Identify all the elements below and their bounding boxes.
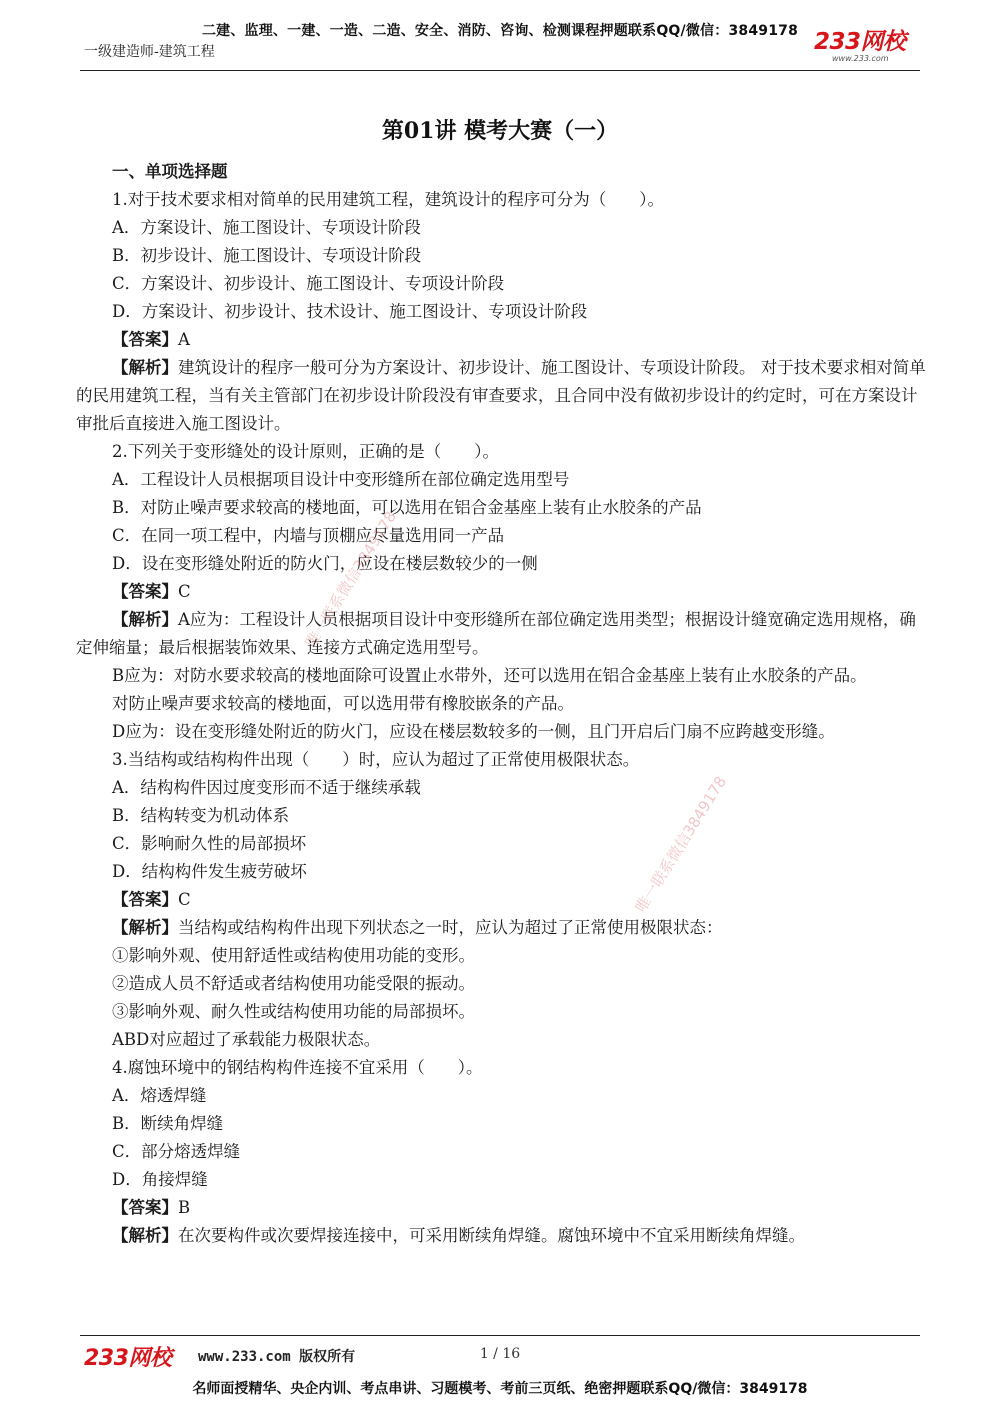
question-stem: 2.下列关于变形缝处的设计原则，正确的是（ ）。 xyxy=(112,442,499,461)
explanation xyxy=(76,354,928,438)
explanation-tag: 【解析】 xyxy=(112,610,178,629)
answer-option: A．工程设计人员根据项目设计中变形缝所在部位确定选用型号 xyxy=(112,470,570,489)
answer-option: D．结构构件发生疲劳破坏 xyxy=(112,862,307,881)
explanation xyxy=(76,1222,928,1250)
page-number: 1 / 16 xyxy=(479,1346,521,1362)
watermark: 唯一联系微信3849178 xyxy=(301,508,401,651)
explanation-text: 当结构或结构构件出现下列状态之一时，应认为超过了正常使用极限状态： xyxy=(178,918,723,937)
answer-option: D．角接焊缝 xyxy=(112,1170,208,1189)
brand-logo xyxy=(814,30,924,66)
header-ad: 二建、监理、一建、一造、二造、安全、消防、咨询、检测课程押题联系QQ/微信：3849178 xyxy=(201,23,799,39)
answer-value: C xyxy=(178,582,191,601)
answer-option: D．方案设计、初步设计、技术设计、施工图设计、专项设计阶段 xyxy=(112,302,588,321)
explanation-paragraph: 对防止噪声要求较高的楼地面，可以选用带有橡胶嵌条的产品。 xyxy=(112,694,574,713)
logo-brand-text: 233网校 xyxy=(814,29,906,55)
document-body xyxy=(76,158,928,1250)
answer-option: B．对防止噪声要求较高的楼地面，可以选用在铝合金基座上装有止水胶条的产品 xyxy=(112,498,702,517)
question-list xyxy=(76,186,928,1250)
answer-option: C．影响耐久性的局部损坏 xyxy=(112,834,307,853)
answer-tag: 【答案】 xyxy=(112,582,178,601)
question-stem: 4.腐蚀环境中的钢结构构件连接不宜采用（ ）。 xyxy=(112,1058,483,1077)
explanation xyxy=(76,914,928,942)
explanation-text: A应为：工程设计人员根据项目设计中变形缝所在部位确定选用类型；根据设计缝宽确定选用规格，确定伸缩量；最后根据装饰效果、连接方式确定选用型号。 xyxy=(76,610,916,657)
explanation-paragraph: ABD对应超过了承载能力极限状态。 xyxy=(112,1030,381,1049)
explanation xyxy=(76,606,928,662)
answer-value: B xyxy=(178,1198,191,1217)
page-title: 第01讲 模考大赛（一） xyxy=(381,118,619,144)
answer-tag: 【答案】 xyxy=(112,330,178,349)
answer-value: C xyxy=(178,890,191,909)
answer-line xyxy=(76,326,928,354)
question-block xyxy=(76,438,928,746)
answer-option: C．在同一项工程中，内墙与顶棚应尽量选用同一产品 xyxy=(112,526,505,545)
explanation-tag: 【解析】 xyxy=(112,358,178,377)
answer-option: C．部分熔透焊缝 xyxy=(112,1142,241,1161)
question-stem: 3.当结构或结构构件出现（ ）时，应认为超过了正常使用极限状态。 xyxy=(112,750,640,769)
footer-ad: 名师面授精华、央企内训、考点串讲、习题模考、考前三页纸、绝密押题联系QQ/微信：3849178 xyxy=(192,1381,808,1397)
explanation-paragraph: D应为：设在变形缝处附近的防火门，应设在楼层数较多的一侧，且门开启后门扇不应跨越变形缝。 xyxy=(112,722,835,741)
answer-option: A．方案设计、施工图设计、专项设计阶段 xyxy=(112,218,421,237)
answer-tag: 【答案】 xyxy=(112,1198,178,1217)
question-block xyxy=(76,1054,928,1250)
answer-option: D．设在变形缝处附近的防火门，应设在楼层数较少的一侧 xyxy=(112,554,538,573)
explanation-paragraph: ③影响外观、耐久性或结构使用功能的局部损坏。 xyxy=(112,1002,475,1021)
answer-value: A xyxy=(178,330,190,349)
answer-option: A．熔透焊缝 xyxy=(112,1086,207,1105)
question-stem: 1.对于技术要求相对简单的民用建筑工程，建筑设计的程序可分为（ ）。 xyxy=(112,190,664,209)
logo-site-text: www.233.com xyxy=(832,54,889,63)
answer-option: A．结构构件因过度变形而不适于继续承载 xyxy=(112,778,421,797)
explanation-text: 在次要构件或次要焊接连接中，可采用断续角焊缝。腐蚀环境中不宜采用断续角焊缝。 xyxy=(178,1226,805,1245)
explanation-paragraph: ②造成人员不舒适或者结构使用功能受限的振动。 xyxy=(112,974,475,993)
answer-line xyxy=(76,578,928,606)
footer-copyright: www.233.com 版权所有 xyxy=(198,1349,356,1365)
explanation-paragraph: ①影响外观、使用舒适性或结构使用功能的变形。 xyxy=(112,946,475,965)
explanation-paragraph: B应为：对防水要求较高的楼地面除可设置止水带外，还可以选用在铝合金基座上装有止水胶条的产品。 xyxy=(112,666,867,685)
question-block xyxy=(76,746,928,1054)
watermark: 唯一联系微信3849178 xyxy=(631,773,731,916)
explanation-tag: 【解析】 xyxy=(112,918,178,937)
footer-divider xyxy=(80,1335,920,1336)
footer-logo: 233网校 xyxy=(84,1346,172,1371)
header-subtitle: 一级建造师-建筑工程 xyxy=(84,44,215,60)
explanation-tag: 【解析】 xyxy=(112,1226,178,1245)
answer-option: B．初步设计、施工图设计、专项设计阶段 xyxy=(112,246,422,265)
header-divider xyxy=(80,70,920,71)
answer-option: B．结构转变为机动体系 xyxy=(112,806,290,825)
explanation-text: 建筑设计的程序一般可分为方案设计、初步设计、施工图设计、专项设计阶段。 对于技术要求相对简单的民用建筑工程，当有关主管部门在初步设计阶段没有审查要求，且合同中没有做初步设计的约定时，可在方案设计审批后直接进入施工图设计。 xyxy=(76,358,926,433)
answer-option: B．断续角焊缝 xyxy=(112,1114,224,1133)
section-title: 一、单项选择题 xyxy=(112,162,228,181)
question-block xyxy=(76,186,928,438)
answer-line xyxy=(76,1194,928,1222)
answer-option: C．方案设计、初步设计、施工图设计、专项设计阶段 xyxy=(112,274,505,293)
answer-line xyxy=(76,886,928,914)
answer-tag: 【答案】 xyxy=(112,890,178,909)
